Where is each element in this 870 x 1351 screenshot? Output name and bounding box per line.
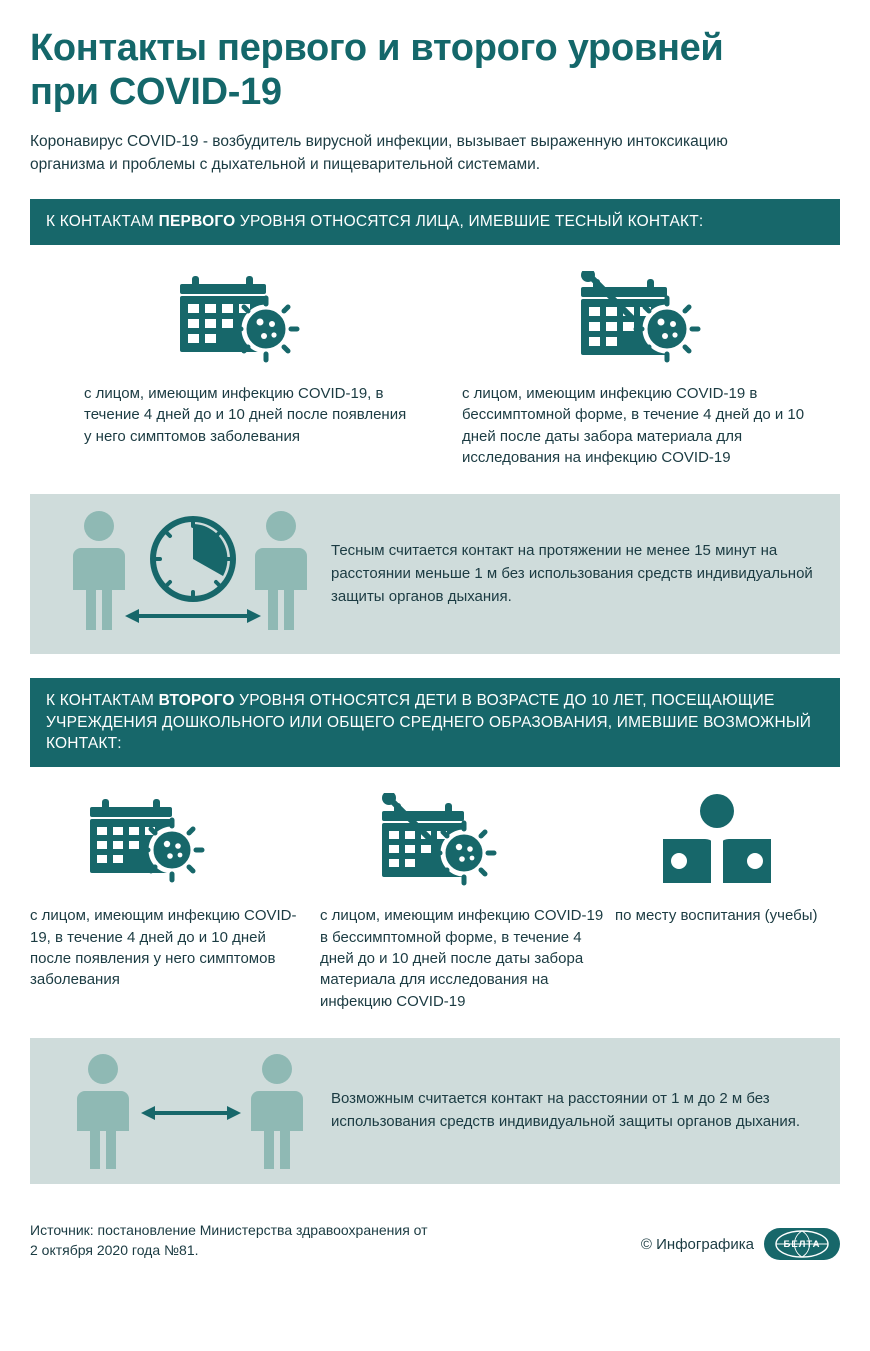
belta-logo-label: БЕЛТА — [783, 1238, 821, 1250]
person-icon — [251, 1054, 303, 1169]
section1-item-1 — [84, 271, 414, 468]
section2-banner — [30, 678, 840, 767]
belta-logo — [764, 1228, 840, 1260]
reading-person-icon — [615, 791, 835, 891]
section1-item-2 — [462, 271, 840, 468]
footer — [30, 1214, 840, 1261]
section1-item-1-caption: с лицом, имеющим инфекцию COVID-19, в течение 4 дней до и 10 дней после появления у него симптомов заболевания — [84, 385, 407, 445]
section1-banner-bold: ПЕРВОГО — [158, 212, 236, 230]
credit-text: © Инфографика — [640, 1235, 754, 1253]
person-icon — [255, 511, 307, 630]
section2-strip — [30, 1038, 840, 1184]
person-icon — [73, 511, 125, 630]
calendar-swab-virus-icon — [462, 271, 840, 367]
section1-item-2-caption: с лицом, имеющим инфекцию COVID-19 в бессимптомной форме, в течение 4 дней до и 10 дней после даты забора материала для исследования на инфекцию COVID-19 — [462, 385, 805, 466]
section2-item-1-caption: с лицом, имеющим инфекцию COVID-19, в течение 4 дней до и 10 дней после появления у него симптомов заболевания — [30, 907, 297, 989]
section2-item-2-caption: с лицом, имеющим инфекцию COVID-19 в бессимптомной форме, в течение 4 дней до и 10 дней после даты забора материала для исследования на инфекцию COVID-19 — [320, 907, 604, 1010]
section2-item-1 — [30, 791, 310, 1011]
section2-banner-bold: ВТОРОГО — [158, 692, 235, 710]
section1-strip — [30, 494, 840, 654]
intro-paragraph: Коронавирус COVID-19 - возбудитель вирусной инфекции, вызывает выраженную интоксикацию организма и проблемы с дыхательной и пищеварительной системами. — [30, 133, 728, 174]
section2-strip-text: Возможным считается контакт на расстоянии от 1 м до 2 м без использования средств индивидуальной защиты органов дыхания. — [331, 1090, 800, 1130]
section1-strip-icons — [60, 504, 325, 644]
page-title: Контакты первого и второго уровней при COVID-19 — [30, 27, 724, 114]
section2-item-2 — [320, 791, 605, 1011]
clock-icon — [153, 519, 233, 599]
calendar-swab-virus-icon — [320, 791, 605, 891]
section1-banner — [30, 199, 840, 245]
section1-strip-text: Тесным считается контакт на протяжении не менее 15 минут на расстоянии меньше 1 м без использования средств индивидуальной защиты органов дыхания. — [331, 542, 813, 605]
section2-banner-pre: К КОНТАКТАМ — [46, 692, 159, 710]
section2-item-3 — [615, 791, 835, 1011]
credit-block — [641, 1228, 840, 1260]
section2-banner-post: УРОВНЯ ОТНОСЯТСЯ ДЕТИ В ВОЗРАСТЕ ДО 10 ЛЕТ, ПОСЕЩАЮЩИЕ УЧРЕЖДЕНИЯ ДОШКОЛЬНОГО ИЛИ ОБЩЕГО СРЕДНЕГО ОБРАЗОВАНИЯ, ИМЕВШИЕ ВОЗМОЖНЫЙ КОНТАКТ: — [46, 692, 812, 752]
distance-arrow-icon — [125, 609, 261, 623]
section1-items — [30, 271, 840, 468]
person-icon — [77, 1054, 129, 1169]
source-text: Источник: постановление Министерства здравоохранения от 2 октября 2020 года №81. — [30, 1221, 428, 1259]
section2-item-3-caption: по месту воспитания (учебы) — [615, 907, 818, 925]
section1-banner-post: УРОВНЯ ОТНОСЯТСЯ ЛИЦА, ИМЕВШИЕ ТЕСНЫЙ КОНТАКТ: — [235, 212, 704, 230]
distance-arrow-icon — [141, 1106, 241, 1120]
section2-items — [30, 791, 840, 1011]
calendar-virus-icon — [30, 791, 310, 891]
calendar-virus-icon — [84, 271, 414, 367]
section2-strip-icons — [60, 1051, 325, 1171]
section1-banner-pre: К КОНТАКТАМ — [46, 212, 159, 230]
